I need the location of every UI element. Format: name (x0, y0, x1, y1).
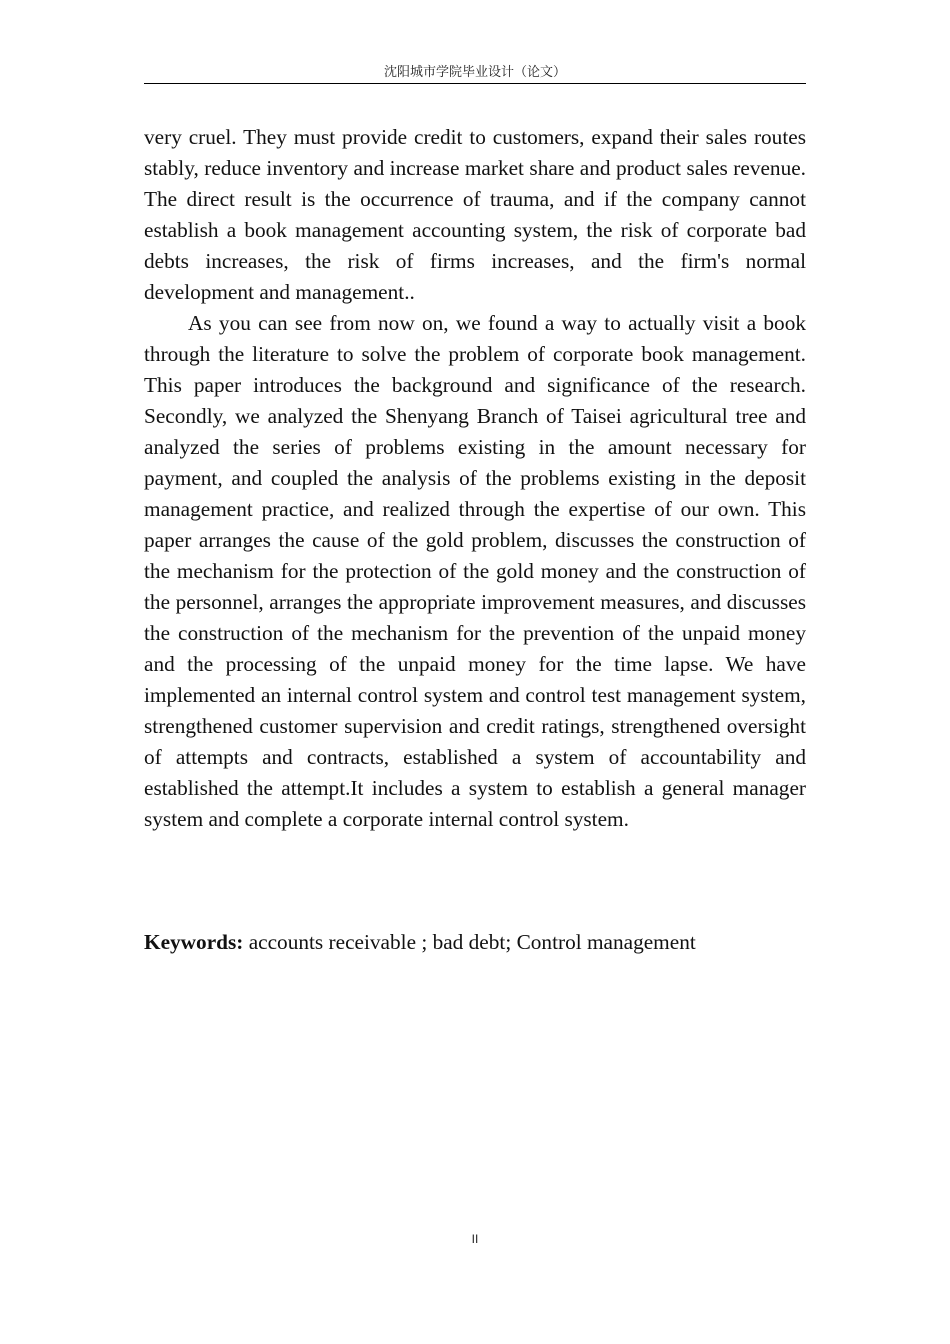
keywords-label: Keywords: (144, 930, 244, 954)
keywords-line (144, 927, 806, 958)
header-rule (144, 83, 806, 84)
paragraph-continued: very cruel. They must provide credit to customers, expand their sales routes stably, reduce inventory and increase market share and product sales revenue. The direct result is the occurrence of trauma, and if the company cannot establish a book management accounting system, the risk of corporate bad debts increases, the risk of firms increases, and the firm's normal development and management.. (144, 125, 806, 304)
abstract-body (144, 122, 806, 835)
keywords-value: accounts receivable ; bad debt; Control management (243, 930, 696, 954)
page-number: II (471, 1232, 479, 1246)
paragraph: As you can see from now on, we found a way to actually visit a book through the literature to solve the problem of corporate book management. This paper introduces the background and significance of the research. Secondly, we analyzed the Shenyang Branch of Taisei agricultural tree and analyzed the series of problems existing in the amount necessary for payment, and coupled the analysis of the problems existing in the deposit management practice, and realized through the expertise of our own. This paper arranges the cause of the gold problem, discusses the construction of the mechanism for the protection of the gold money and the construction of the personnel, arranges the appropriate improvement measures, and discusses the construction of the mechanism for the prevention of the unpaid money and the processing of the unpaid money for the time lapse. We have implemented an internal control system and control test management system, strengthened customer supervision and credit ratings, strengthened oversight of attempts and contracts, established a system of accountability and established the attempt.It includes a system to establish a general manager system and complete a corporate internal control system. (144, 311, 806, 831)
running-header: 沈阳城市学院毕业设计（论文） (383, 65, 566, 80)
